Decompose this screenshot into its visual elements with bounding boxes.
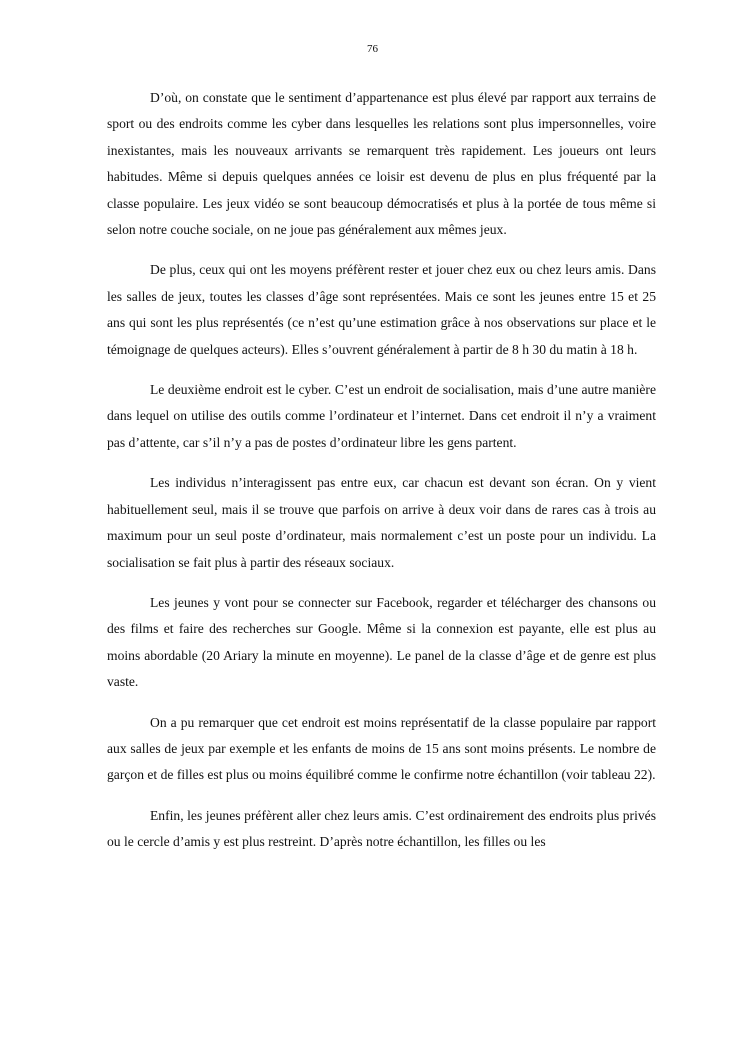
paragraph-3: Le deuxième endroit est le cyber. C’est un endroit de socialisation, mais d’une autre manière dans lequel on utilise des outils comme l’ordinateur et l’internet. Dans cet endroit il n’y a vraiment pas d’attente, car s’il n’y a pas de postes d’ordinateur libre les gens partent. xyxy=(107,382,656,450)
document-body xyxy=(107,85,656,870)
paragraph-5: Les jeunes y vont pour se connecter sur Facebook, regarder et télécharger des chansons ou des films et faire des recherches sur Google. Même si la connexion est payante, elle est plus au moins abordable (20 Ariary la minute en moyenne). Le panel de la classe d’âge et de genre est plus vaste. xyxy=(107,594,656,690)
paragraph-7: Enfin, les jeunes préfèrent aller chez leurs amis. C’est ordinairement des endroits plus privés ou le cercle d’amis y est plus restreint. D’après notre échantillon, les filles ou les xyxy=(107,807,656,850)
paragraph-4: Les individus n’interagissent pas entre eux, car chacun est devant son écran. On y vient habituellement seul, mais il se trouve que parfois on arrive à deux voir dans de rares cas à trois au maximum pour un seul poste d’ordinateur, mais normalement c’est un poste pour un individu. La socialisation se fait plus à partir des réseaux sociaux. xyxy=(107,475,656,570)
paragraph-1: D’où, on constate que le sentiment d’appartenance est plus élevé par rapport aux terrains de sport ou des endroits comme les cyber dans lesquelles les relations sont plus impersonnelles, voire inexistantes, mais les nouveaux arrivants se remarquent très rapidement. Les joueurs ont leurs habitudes. Même si depuis quelques années ce loisir est devenu de plus en plus fréquenté par la classe populaire. Les jeux vidéo se sont beaucoup démocratisés et plus à la portée de tous même si selon notre couche sociale, on ne joue pas généralement aux mêmes jeux. xyxy=(107,90,656,238)
paragraph-6: On a pu remarquer que cet endroit est moins représentatif de la classe populaire par rapport aux salles de jeux par exemple et les enfants de moins de 15 ans sont moins présents. Le nombre de garçon et de filles est plus ou moins équilibré comme le confirme notre échantillon (voir tableau 22). xyxy=(107,714,656,783)
page-number: 76 xyxy=(367,43,378,55)
paragraph-2: De plus, ceux qui ont les moyens préfèrent rester et jouer chez eux ou chez leurs amis. Dans les salles de jeux, toutes les classes d’âge sont représentées. Mais ce sont les jeunes entre 15 et 25 ans qui sont les plus représentés (ce n’est qu’une estimation grâce à nos observations sur place et le témoignage de quelques acteurs). Elles s’ouvrent généralement à partir de 8 h 30 du matin à 18 h. xyxy=(107,262,656,357)
